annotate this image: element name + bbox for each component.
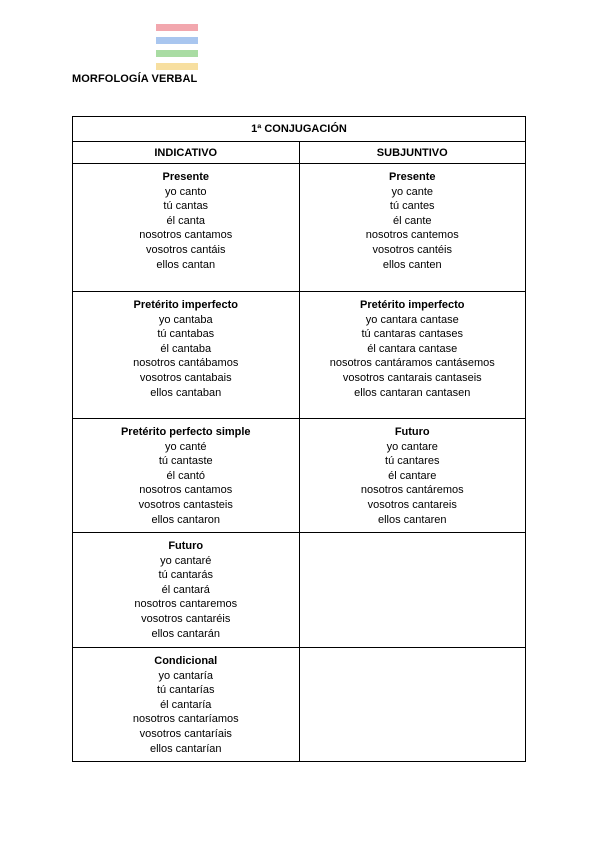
verb-form: ellos cantan (156, 258, 216, 271)
verb-form: tú cantes (389, 200, 435, 213)
verb-form: nosotros cantaríamos (132, 713, 239, 726)
logo-bar-green (156, 50, 198, 57)
table-title: 1ª CONJUGACIÓN (73, 117, 526, 142)
logo-bar-red (156, 24, 198, 31)
verb-form: tú cantaras cantases (361, 328, 463, 341)
cell-content (300, 292, 526, 400)
verb-form: él cantara cantase (367, 342, 458, 355)
tense-name: Pretérito imperfecto (359, 299, 465, 311)
verb-form: él cantaba (160, 342, 212, 355)
tense-cell (299, 292, 526, 419)
page-title: MORFOLOGÍA VERBAL (72, 73, 198, 85)
table-row (73, 419, 526, 533)
verb-form: él cantó (166, 469, 206, 482)
table-row (73, 292, 526, 419)
verb-form: vosotros cantaríais (139, 727, 232, 740)
verb-form: ellos cantarían (149, 742, 222, 755)
tense-cell (73, 419, 300, 533)
verb-form: nosotros cantáramos cantásemos (329, 357, 495, 370)
conjugation-table (72, 116, 526, 762)
verb-form: yo canté (164, 440, 207, 453)
verb-form: vosotros cantasteis (138, 498, 233, 511)
verb-form: nosotros cantáremos (360, 484, 464, 497)
verb-form: nosotros cantaremos (134, 598, 238, 611)
verb-form: tú cantarías (157, 684, 215, 697)
cell-content (73, 533, 299, 641)
verb-form: ellos canten (382, 258, 442, 271)
verb-form: nosotros cantamos (139, 229, 233, 242)
tense-name: Pretérito imperfecto (133, 299, 239, 311)
cell-content (73, 164, 299, 272)
tense-name: Pretérito perfecto simple (120, 426, 251, 438)
logo (156, 24, 198, 76)
tense-cell (299, 164, 526, 292)
verb-form: él cantaría (160, 698, 212, 711)
verb-form: yo canto (164, 185, 207, 198)
column-header-indicativo: INDICATIVO (73, 142, 300, 164)
verb-form: yo cantara cantase (365, 313, 459, 326)
tense-cell (73, 164, 300, 292)
cell-content (73, 292, 299, 400)
verb-form: él cante (392, 214, 432, 227)
tense-cell (299, 648, 526, 762)
verb-form: tú cantaste (158, 455, 213, 468)
tense-name: Futuro (394, 426, 430, 438)
verb-form: vosotros cantareis (367, 498, 457, 511)
table-row (73, 164, 526, 292)
cell-content (300, 648, 526, 654)
table-row (73, 648, 526, 762)
verb-form: vosotros cantéis (372, 243, 452, 256)
cell-content (300, 164, 526, 272)
tense-name: Presente (389, 171, 436, 183)
verb-form: yo cantaría (158, 669, 213, 682)
verb-form: vosotros cantabais (139, 371, 232, 384)
verb-form: ellos cantaron (151, 513, 220, 526)
verb-form: yo cantaré (160, 554, 212, 567)
verb-form: nosotros cantemos (365, 229, 459, 242)
verb-form: tú cantabas (157, 328, 215, 341)
tense-name: Futuro (168, 540, 204, 552)
cell-content (73, 648, 299, 756)
verb-form: tú cantas (163, 200, 209, 213)
cell-content (300, 419, 526, 527)
logo-bar-blue (156, 37, 198, 44)
tense-cell (73, 648, 300, 762)
verb-form: ellos cantaban (150, 386, 222, 399)
tense-cell (73, 533, 300, 648)
tense-name: Condicional (154, 655, 218, 667)
verb-form: ellos cantarán (151, 627, 220, 640)
verb-form: nosotros cantábamos (133, 357, 239, 370)
verb-form: vosotros cantarais cantaseis (342, 371, 482, 384)
tense-name: Presente (162, 171, 209, 183)
table-row (73, 533, 526, 648)
verb-form: vosotros cantáis (146, 243, 226, 256)
verb-form: él cantará (161, 583, 210, 596)
tense-cell (73, 292, 300, 419)
verb-form: ellos cantaran cantasen (354, 386, 471, 399)
verb-form: vosotros cantaréis (141, 612, 231, 625)
column-header-subjuntivo: SUBJUNTIVO (299, 142, 526, 164)
verb-form: yo cantaba (158, 313, 213, 326)
cell-content (73, 419, 299, 527)
logo-bar-yellow (156, 63, 198, 70)
verb-form: él canta (166, 214, 206, 227)
verb-form: yo cante (391, 185, 434, 198)
verb-form: tú cantarás (158, 569, 213, 582)
tense-cell (299, 533, 526, 648)
verb-form: yo cantare (386, 440, 438, 453)
verb-form: él cantare (388, 469, 437, 482)
tense-cell (299, 419, 526, 533)
verb-form: ellos cantaren (378, 513, 447, 526)
verb-form: nosotros cantamos (139, 484, 233, 497)
verb-form: tú cantares (385, 455, 440, 468)
cell-content (300, 533, 526, 539)
